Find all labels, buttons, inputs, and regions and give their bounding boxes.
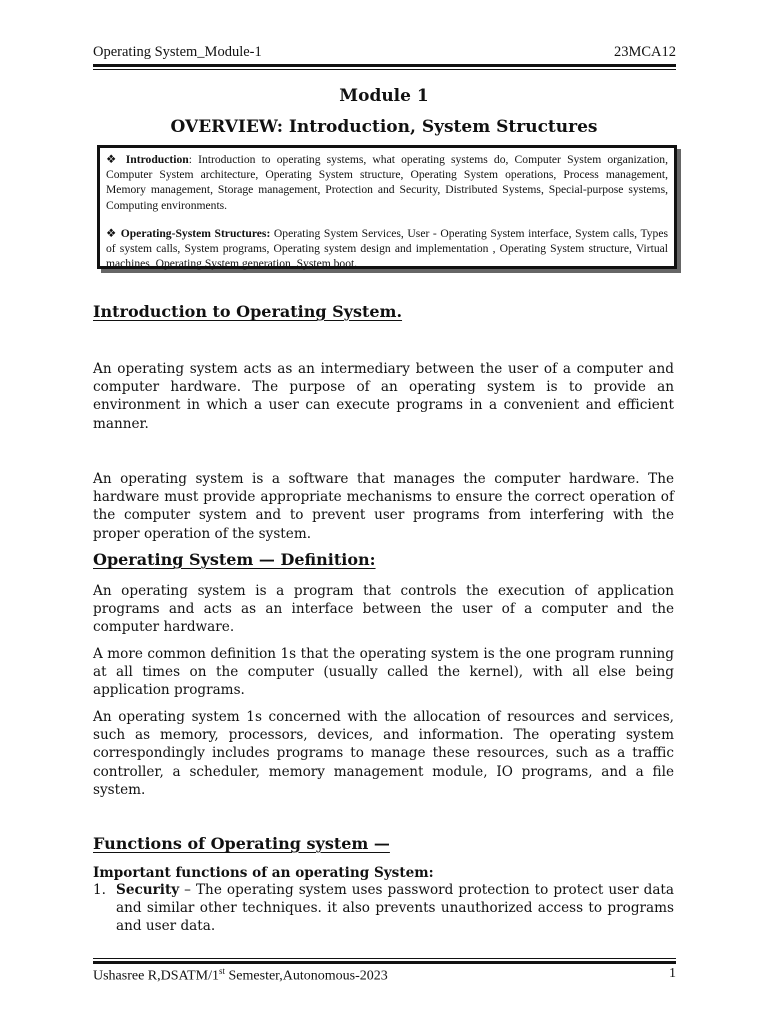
page-number: 1 <box>669 966 676 981</box>
definition-paragraph-2: A more common definition 1s that the operating system is the one program running at all times on the computer (usually called the kernel), with all else being application programs. <box>93 646 674 699</box>
footer-rule <box>93 958 676 964</box>
header-course-code: 23MCA12 <box>613 44 676 60</box>
footer-author-main: Ushasree R,DSATM/1 <box>93 968 219 984</box>
syllabus-box <box>97 145 677 269</box>
footer-author <box>93 966 388 985</box>
functions-heading: Functions of Operating system — <box>93 834 390 853</box>
intro-heading: Introduction to Operating System. <box>93 302 403 321</box>
footer-author-rest: Semester,Autonomous-2023 <box>225 968 388 984</box>
bullet-diamond-icon: ❖ <box>106 226 121 240</box>
syllabus-intro-text: : Introduction to operating systems, what operating systems do, Computer System organization, Computer System architecture, Operating System structure, Operating System operations, Process management, Memory management, Storage management, Protection and Security, Distributed Systems, Special-purpose systems, Computing environments. <box>106 153 668 212</box>
header-rule <box>93 64 676 70</box>
footer-author-sup: st <box>219 966 226 976</box>
list-item-text <box>116 881 674 935</box>
overview-title: OVERVIEW: Introduction, System Structures <box>170 117 598 137</box>
syllabus-struct-label: Operating-System Structures: <box>120 226 271 240</box>
list-item-number: 1. <box>93 882 106 898</box>
intro-paragraph-2: An operating system is a software that manages the computer hardware. The hardware must provide appropriate mechanisms to ensure the correct operation of the computer system and to prevent user programs from interfering with the proper operation of the system. <box>93 471 674 542</box>
list-item-label: Security <box>116 882 180 898</box>
functions-subheading: Important functions of an operating System: <box>93 865 434 881</box>
syllabus-struct-text: Operating System Services, User - Operating System interface, System calls, Types of system calls, System programs, Operating system design and implementation , Operating System structure, Virtual machines, Operating System generation, System boot. <box>106 226 668 271</box>
module-title: Module 1 <box>339 86 429 106</box>
intro-paragraph-1: An operating system acts as an intermediary between the user of a computer and computer hardware. The purpose of an operating system is to provide an environment in which a user can execute programs in a convenient and efficient manner. <box>93 361 674 432</box>
page-footer <box>93 966 676 985</box>
definition-paragraph-1: An operating system is a program that controls the execution of application programs and acts as an interface between the user of a computer and the computer hardware. <box>93 583 674 636</box>
bullet-diamond-icon: ❖ <box>106 153 126 166</box>
header-course-title: Operating System_Module-1 <box>93 44 262 60</box>
definition-heading: Operating System — Definition: <box>93 550 376 569</box>
list-item-body: – The operating system uses password protection to protect user data and similar other techniques. it also prevents unauthorized access to programs and user data. <box>116 882 674 934</box>
syllabus-intro-label: Introduction <box>125 153 189 166</box>
list-item <box>93 881 674 935</box>
syllabus-introduction <box>106 152 668 213</box>
syllabus-structures <box>106 226 668 272</box>
definition-paragraph-3: An operating system 1s concerned with the allocation of resources and services, such as memory, processors, devices, and information. The operating system correspondingly includes programs to manage these resources, such as a traffic controller, a scheduler, memory management module, IO programs, and a file system. <box>93 709 674 798</box>
page-header <box>93 44 676 61</box>
